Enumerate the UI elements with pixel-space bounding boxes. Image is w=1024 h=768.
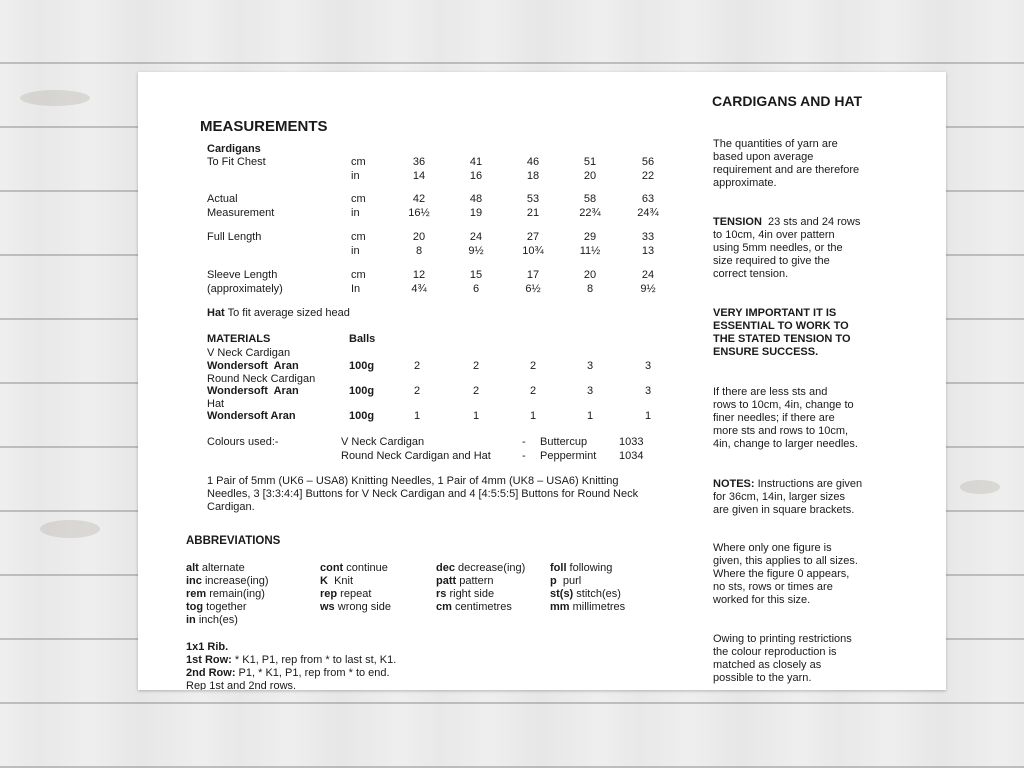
abbreviation-entry [436,562,525,575]
materials-heading: MATERIALS [207,333,271,345]
note-line: worked for this size. [713,594,811,606]
abbr-definition: increase(ing) [201,575,269,587]
table-cell: 6½ [525,283,541,295]
hat-text: To fit average sized head [224,307,350,319]
abbr-term: K [320,575,328,587]
ball-count: 2 [529,385,537,397]
note-line: possible to the yarn. [713,672,812,684]
ball-count: 1 [644,410,652,422]
abbreviations-heading: ABBREVIATIONS [186,535,281,547]
rib-heading: 1x1 Rib. [186,641,229,653]
table-cell: 29 [583,231,597,243]
needles-text: 1 Pair of 5mm (UK6 – USA8) Knitting Needles, 1 Pair of 4mm (UK8 – USA6) Knitting [207,475,619,487]
note-line: ENSURE SUCCESS. [713,346,819,358]
table-cell: 13 [641,245,655,257]
abbreviation-entry [550,601,625,614]
tension-text: 23 sts and 24 rows [761,216,861,228]
row-label: To Fit Chest [207,156,266,168]
abbr-term: patt [436,575,457,587]
one-figure-note [713,542,903,607]
table-cell: 48 [469,193,483,205]
colour-dash: - [522,436,526,448]
unit-label: in [351,170,360,182]
abbr-term: alt [186,562,199,574]
row-label: Measurement [207,207,275,219]
row-label: Actual [207,193,238,205]
wood-knot [960,480,1000,494]
abbr-definition: centimetres [451,601,512,613]
table-cell: 16½ [408,207,430,219]
colours-label: Colours used:- [207,436,279,448]
row-label: Sleeve Length [207,269,278,281]
note-line: more sts and rows to 10cm, [713,425,849,437]
abbr-definition: inch(es) [195,614,238,626]
rib-row-label: 2nd Row: [186,667,236,679]
table-cell: 42 [412,193,426,205]
abbr-term: p [550,575,557,587]
note-line: no sts, rows or times are [713,581,833,593]
abbreviation-entry [320,588,371,601]
abbr-definition: together [203,601,247,613]
abbr-term: ws [320,601,335,613]
table-cell: 16 [469,170,483,182]
note-line: given, this applies to all sizes. [713,555,858,567]
tension-label: TENSION [713,216,762,228]
table-cell: 27 [526,231,540,243]
colour-code: 1034 [619,450,644,462]
ball-count: 2 [472,385,480,397]
abbreviation-entry [436,601,512,614]
note-line: THE STATED TENSION TO [713,333,851,345]
note-line: Where only one figure is [713,542,832,554]
table-cell: 9½ [640,283,656,295]
ball-count: 3 [586,360,594,372]
abbr-definition: remain(ing) [206,588,265,600]
abbreviation-entry [186,562,245,575]
note-line: finer needles; if there are [713,412,835,424]
abbr-term: inc [186,575,202,587]
abbreviation-entry [550,588,621,601]
note-line: correct tension. [713,268,789,280]
cardigans-label: Cardigans [207,143,261,155]
page-title: CARDIGANS AND HAT [712,93,863,109]
wood-knot [40,520,100,538]
table-cell: 22 [641,170,655,182]
rib-row-text: * K1, P1, rep from * to last st, K1. [231,654,397,666]
table-cell: 63 [641,193,655,205]
ball-count: 1 [586,410,594,422]
abbr-term: st(s) [550,588,574,600]
table-cell: 19 [469,207,483,219]
ball-count: 1 [472,410,480,422]
abbr-definition: Knit [327,575,354,587]
table-cell: 56 [641,156,655,168]
abbreviation-entry [550,575,581,588]
note-line: the colour reproduction is [713,646,837,658]
unit-label: cm [351,193,366,205]
abbr-term: tog [186,601,204,613]
rib-row [186,654,396,667]
table-cell: 51 [583,156,597,168]
note-line: rows to 10cm, 4in, change to [713,399,854,411]
note-line: using 5mm needles, or the [713,242,843,254]
abbr-definition: right side [446,588,495,600]
table-cell: 9½ [468,245,484,257]
hat-label: Hat [207,307,225,319]
yarn-weight: 100g [349,410,375,422]
abbr-definition: purl [556,575,582,587]
abbreviation-entry [320,575,353,588]
abbr-definition: stitch(es) [573,588,621,600]
table-cell: 21 [526,207,540,219]
ball-count: 2 [472,360,480,372]
note-line: 4in, change to larger needles. [713,438,858,450]
material-item-name: V Neck Cardigan [207,347,291,359]
ball-count: 3 [586,385,594,397]
abbr-definition: millimetres [569,601,626,613]
ball-count: 2 [413,360,421,372]
note-line: based upon average [713,151,814,163]
abbreviation-entry [186,614,238,627]
ball-count: 3 [644,360,652,372]
abbr-term: mm [550,601,570,613]
pattern-sheet [138,72,946,690]
abbr-term: rs [436,588,447,600]
abbreviation-entry [320,562,388,575]
abbr-definition: decrease(ing) [454,562,526,574]
abbreviation-entry [320,601,391,614]
table-cell: 24 [641,269,655,281]
printing-note [713,633,903,685]
abbreviation-entry [186,575,269,588]
abbr-term: cm [436,601,452,613]
table-cell: 10¾ [522,245,544,257]
table-cell: 20 [412,231,426,243]
table-cell: 12 [412,269,426,281]
tension-note [713,216,903,281]
note-line: for 36cm, 14in, larger sizes [713,491,846,503]
table-cell: 58 [583,193,597,205]
material-item-name: Round Neck Cardigan [207,373,316,385]
note-line: The quantities of yarn are [713,138,838,150]
rib-row-text: P1, * K1, P1, rep from * to end. [235,667,390,679]
ball-count: 3 [644,385,652,397]
table-cell: 33 [641,231,655,243]
notes-text: Instructions are given [754,478,863,490]
abbreviation-entry [186,588,265,601]
note-line [713,216,903,229]
note-line [713,478,903,491]
abbreviation-entry [436,588,494,601]
yarn-name: Wondersoft Aran [207,410,296,422]
yarn-name: Wondersoft Aran [207,360,299,372]
table-cell: 20 [583,170,597,182]
important-note [713,307,903,359]
abbreviation-entry [436,575,493,588]
note-line: matched as closely as [713,659,822,671]
unit-label: cm [351,231,366,243]
row-label: Full Length [207,231,262,243]
abbr-term: dec [436,562,455,574]
notes-label: NOTES: [713,478,755,490]
table-cell: 17 [526,269,540,281]
note-line: requirement and are therefore [713,164,860,176]
yarn-weight: 100g [349,360,375,372]
table-cell: 46 [526,156,540,168]
table-cell: 24¾ [637,207,659,219]
unit-label: in [351,207,360,219]
abbreviation-entry [186,601,247,614]
abbr-term: foll [550,562,567,574]
wood-knot [20,90,90,106]
quantities-note [713,138,903,190]
rib-row [186,667,390,680]
colour-item: Round Neck Cardigan and Hat [341,450,491,462]
abbr-term: cont [320,562,344,574]
table-cell: 8 [415,245,423,257]
measurements-heading: MEASUREMENTS [200,118,328,135]
note-line: Owing to printing restrictions [713,633,852,645]
table-cell: 41 [469,156,483,168]
table-cell: 18 [526,170,540,182]
unit-label: cm [351,156,366,168]
row-label: (approximately) [207,283,283,295]
table-cell: 24 [469,231,483,243]
note-line: size required to give the [713,255,830,267]
ball-count: 1 [529,410,537,422]
table-cell: 36 [412,156,426,168]
material-item-name: Hat [207,398,225,410]
note-line: VERY IMPORTANT IT IS [713,307,837,319]
rib-repeat: Rep 1st and 2nd rows. [186,680,297,690]
table-cell: 15 [469,269,483,281]
rib-row-label: 1st Row: [186,654,232,666]
table-cell: 8 [586,283,594,295]
colour-dash: - [522,450,526,462]
table-cell: 14 [412,170,426,182]
table-cell: 11½ [579,245,601,257]
ball-count: 2 [413,385,421,397]
table-cell: 6 [472,283,480,295]
table-cell: 22¾ [579,207,601,219]
hat-size-line [207,307,350,320]
note-line: ESSENTIAL TO WORK TO [713,320,849,332]
table-cell: 53 [526,193,540,205]
abbr-definition: following [566,562,613,574]
notes-note [713,478,903,517]
balls-label: Balls [349,333,376,345]
abbreviation-entry [550,562,612,575]
yarn-weight: 100g [349,385,375,397]
unit-label: cm [351,269,366,281]
colour-item: V Neck Cardigan [341,436,425,448]
abbr-definition: continue [343,562,388,574]
unit-label: in [351,245,360,257]
note-line: are given in square brackets. [713,504,855,516]
colour-code: 1033 [619,436,644,448]
needles-text: Needles, 3 [3:3:4:4] Buttons for V Neck Cardigan and 4 [4:5:5:5] Buttons for Round Neck [207,488,639,500]
colour-name: Buttercup [540,436,588,448]
abbr-definition: alternate [198,562,245,574]
table-cell: 4¾ [411,283,427,295]
abbr-term: rem [186,588,207,600]
note-line: to 10cm, 4in over pattern [713,229,835,241]
needles-text: Cardigan. [207,501,255,513]
ball-count: 2 [529,360,537,372]
yarn-name: Wondersoft Aran [207,385,299,397]
note-line: approximate. [713,177,777,189]
unit-label: In [351,283,361,295]
abbr-term: in [186,614,196,626]
note-line: If there are less sts and [713,386,828,398]
note-line: Where the figure 0 appears, [713,568,850,580]
abbr-definition: repeat [337,588,372,600]
abbr-definition: wrong side [334,601,391,613]
ball-count: 1 [413,410,421,422]
abbr-term: rep [320,588,338,600]
colour-name: Peppermint [540,450,597,462]
table-cell: 20 [583,269,597,281]
abbr-definition: pattern [456,575,494,587]
needle-adjust-note [713,386,903,451]
